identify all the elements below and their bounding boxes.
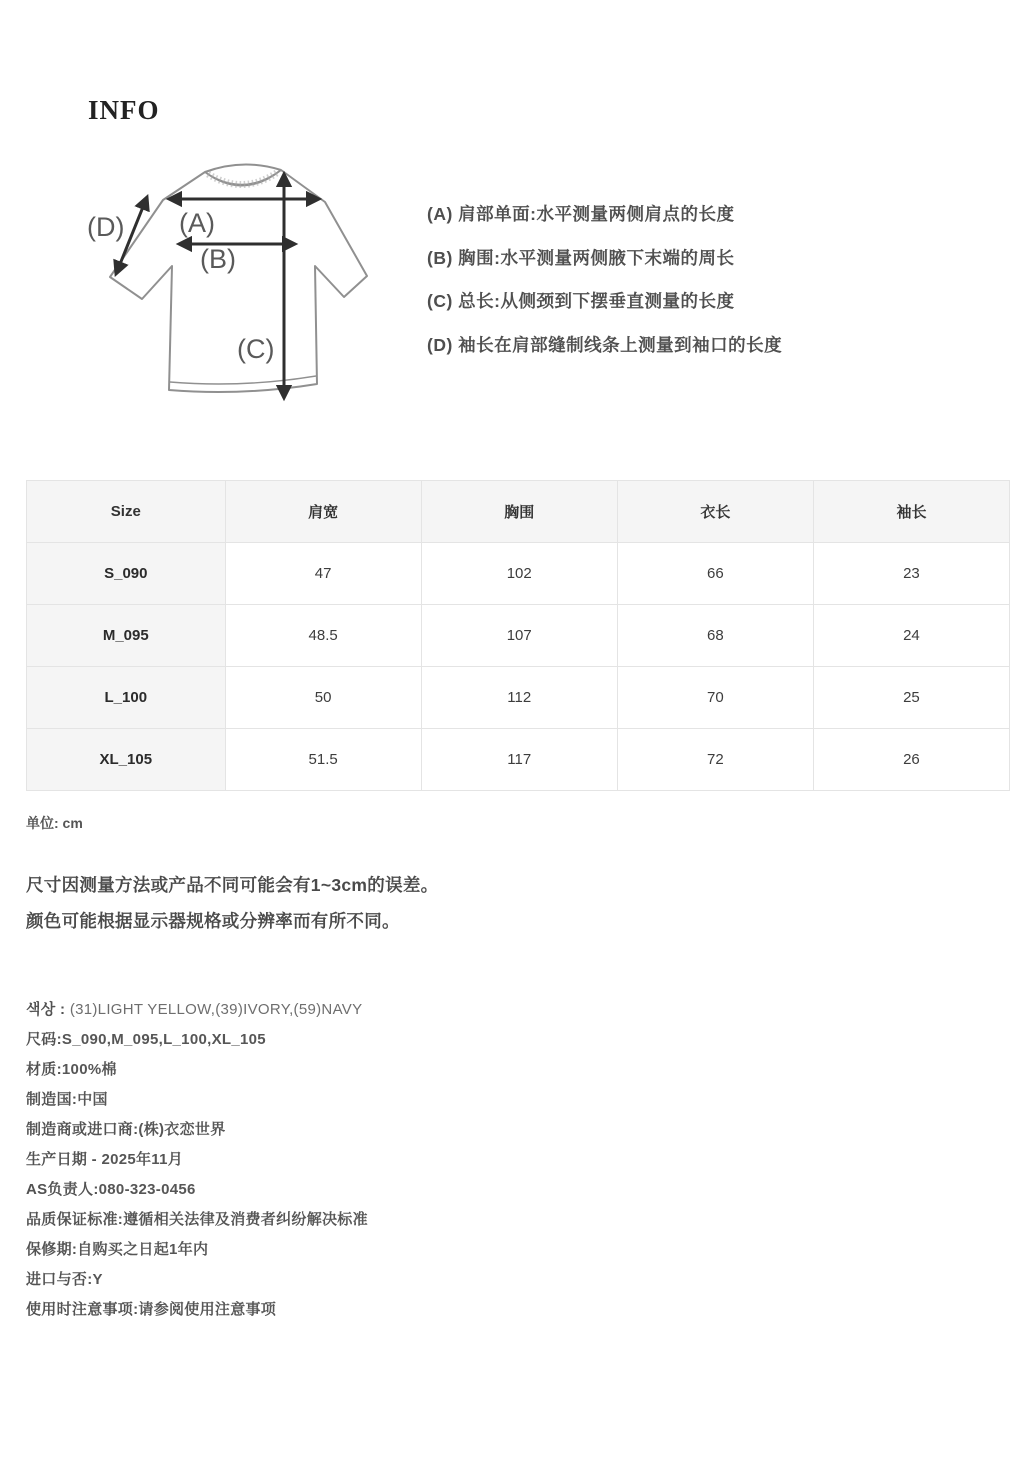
info-country: 制造国:中国 bbox=[26, 1091, 108, 1108]
measurement-diagram-section bbox=[85, 150, 1024, 432]
info-warranty: 保修期:自购买之日起1年内 bbox=[26, 1241, 209, 1258]
cell-value: 25 bbox=[813, 667, 1009, 729]
tolerance-note: 尺寸因测量方法或产品不同可能会有1~3cm的误差。 bbox=[26, 875, 439, 895]
table-row bbox=[27, 729, 1010, 791]
col-header-size: Size bbox=[27, 481, 226, 543]
table-row bbox=[27, 543, 1010, 605]
table-row bbox=[27, 605, 1010, 667]
cell-value: 107 bbox=[421, 605, 617, 667]
measure-desc-d: (D) 袖长在肩部缝制线条上测量到袖口的长度 bbox=[427, 334, 783, 355]
collar-outer bbox=[205, 164, 281, 172]
cell-value: 47 bbox=[225, 543, 421, 605]
cell-value: 50 bbox=[225, 667, 421, 729]
cell-value: 68 bbox=[617, 605, 813, 667]
size-notes bbox=[26, 867, 1024, 939]
info-usage-caution: 使用时注意事项:请参阅使用注意事项 bbox=[26, 1301, 277, 1318]
info-as-contact: AS负责人:080-323-0456 bbox=[26, 1181, 196, 1198]
measure-desc-c: (C) 总长:从侧颈到下摆垂直测量的长度 bbox=[427, 291, 735, 311]
info-production-date: 生产日期 - 2025年11月 bbox=[26, 1151, 184, 1168]
size-label: M_095 bbox=[27, 605, 226, 667]
measure-desc-b: (B) 胸围:水平测量两侧腋下末端的周长 bbox=[427, 247, 735, 268]
table-row bbox=[27, 667, 1010, 729]
diagram-label-a: (A) bbox=[179, 208, 215, 238]
cell-value: 112 bbox=[421, 667, 617, 729]
color-display-note: 颜色可能根据显示器规格或分辨率而有所不同。 bbox=[26, 911, 400, 931]
col-header-length: 衣长 bbox=[617, 481, 813, 543]
info-material: 材质:100%棉 bbox=[26, 1061, 117, 1078]
size-label: XL_105 bbox=[27, 729, 226, 791]
unit-note: 单位: cm bbox=[26, 815, 83, 831]
info-imported: 进口与否:Y bbox=[26, 1271, 103, 1288]
cell-value: 117 bbox=[421, 729, 617, 791]
measure-desc-a: (A) 肩部单面:水平测量两侧肩点的长度 bbox=[427, 204, 735, 224]
col-header-sleeve: 袖长 bbox=[813, 481, 1009, 543]
cell-value: 66 bbox=[617, 543, 813, 605]
size-table bbox=[26, 480, 1010, 791]
product-info-list bbox=[26, 995, 1024, 1325]
page-title: INFO bbox=[88, 95, 160, 125]
cell-value: 72 bbox=[617, 729, 813, 791]
size-table-wrap bbox=[26, 480, 1010, 791]
info-color: 색상 : (31)LIGHT YELLOW,(39)IVORY,(59)NAVY bbox=[26, 1001, 363, 1018]
cell-value: 102 bbox=[421, 543, 617, 605]
measurement-descriptions bbox=[427, 150, 782, 432]
cell-value: 48.5 bbox=[225, 605, 421, 667]
diagram-label-d: (D) bbox=[87, 212, 125, 242]
info-manufacturer: 制造商或进口商:(株)衣恋世界 bbox=[26, 1121, 226, 1138]
size-label: L_100 bbox=[27, 667, 226, 729]
diagram-label-b: (B) bbox=[200, 244, 236, 274]
cell-value: 51.5 bbox=[225, 729, 421, 791]
cell-value: 70 bbox=[617, 667, 813, 729]
info-quality-standard: 品质保证标准:遵循相关法律及消费者纠纷解决标准 bbox=[26, 1211, 368, 1228]
size-table-header-row bbox=[27, 481, 1010, 543]
cell-value: 24 bbox=[813, 605, 1009, 667]
diagram-label-c: (C) bbox=[237, 334, 275, 364]
col-header-shoulder: 肩宽 bbox=[225, 481, 421, 543]
cell-value: 23 bbox=[813, 543, 1009, 605]
info-sizes: 尺码:S_090,M_095,L_100,XL_105 bbox=[26, 1031, 266, 1048]
size-label: S_090 bbox=[27, 543, 226, 605]
tshirt-measurement-diagram-icon bbox=[85, 150, 417, 432]
cell-value: 26 bbox=[813, 729, 1009, 791]
col-header-chest: 胸围 bbox=[421, 481, 617, 543]
